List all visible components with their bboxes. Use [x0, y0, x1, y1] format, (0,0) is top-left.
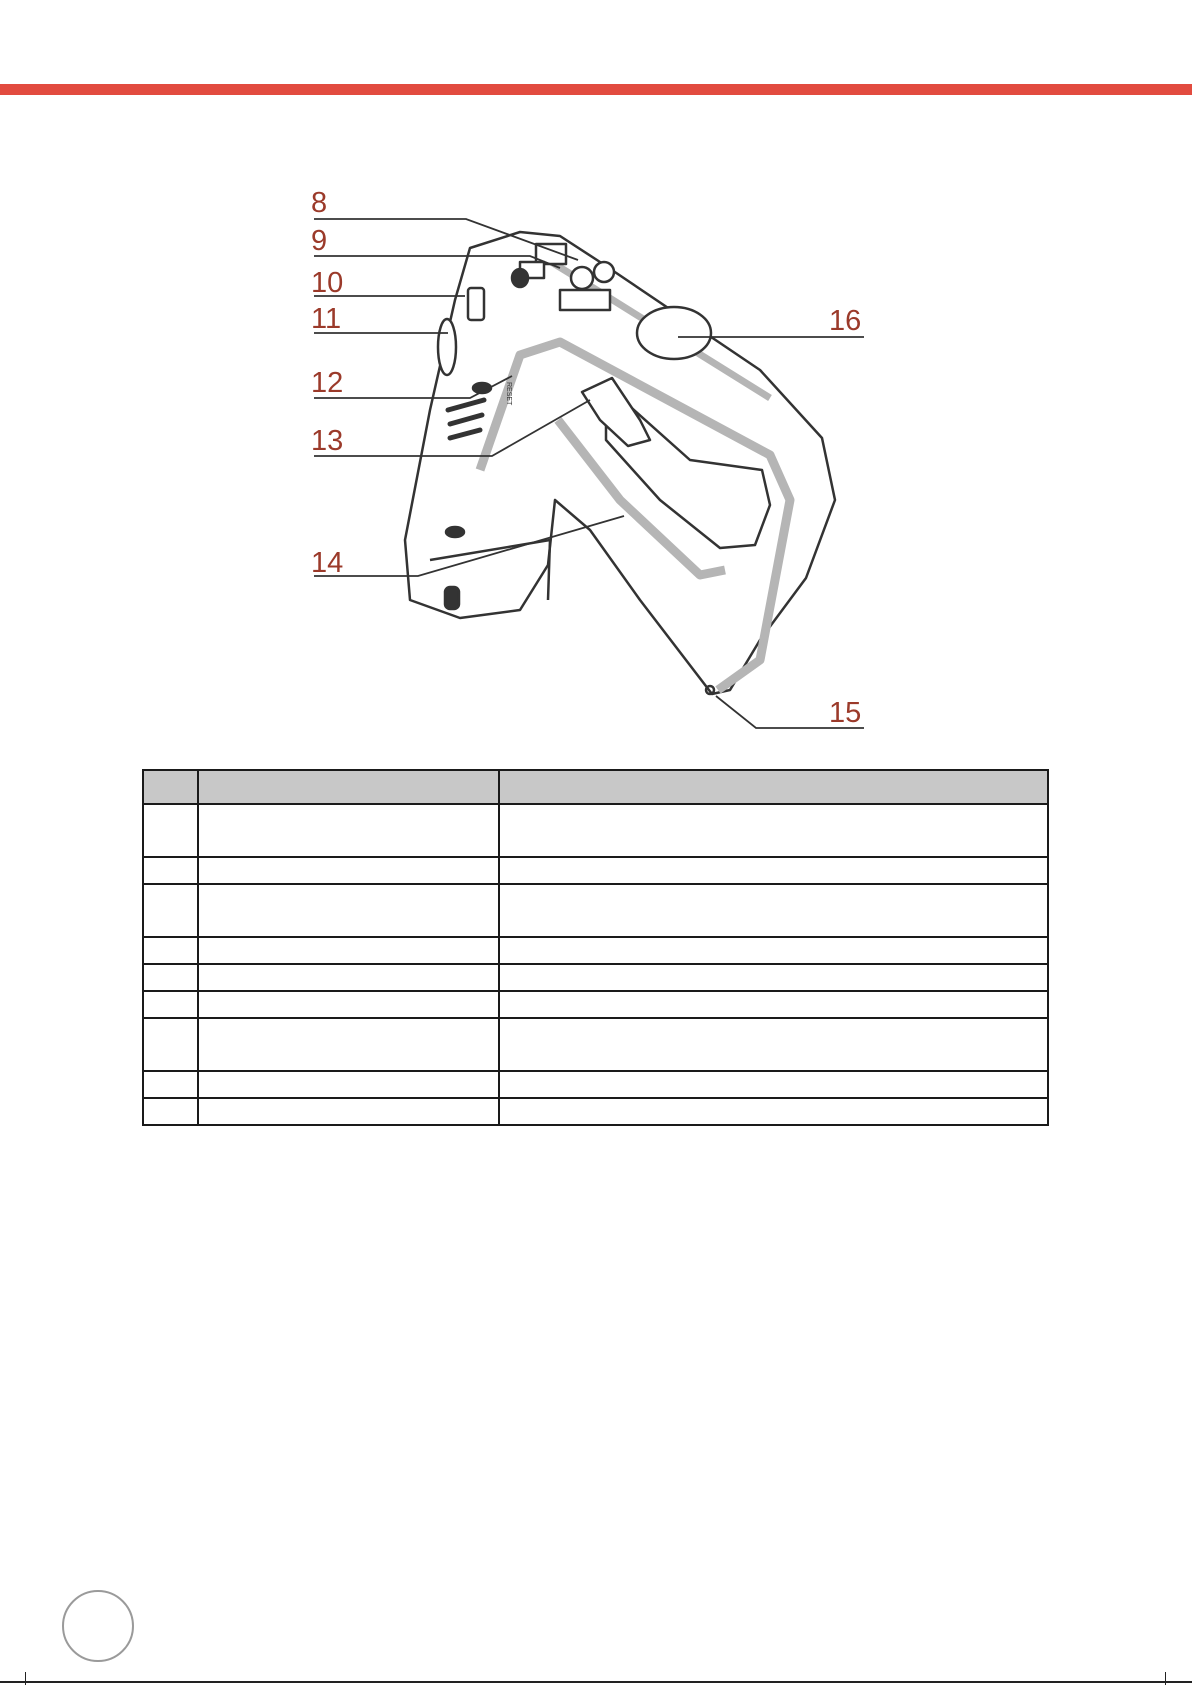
page-number-circle [62, 1590, 134, 1662]
callout-9: 9 [311, 225, 328, 257]
footer-rule [0, 1681, 1192, 1683]
cell-description [499, 1071, 1048, 1098]
cell-description [499, 964, 1048, 991]
parts-table [142, 769, 1049, 1126]
cell-description [499, 804, 1048, 857]
cell-description [499, 1018, 1048, 1071]
crop-mark-left [25, 1672, 26, 1685]
cell-name [198, 1018, 499, 1071]
header-name [198, 770, 499, 804]
table-row [143, 964, 1048, 991]
cell-description [499, 1098, 1048, 1125]
table-row [143, 1071, 1048, 1098]
cell-name [198, 804, 499, 857]
cell-description [499, 884, 1048, 937]
cell-description [499, 991, 1048, 1018]
cell-number [143, 857, 198, 884]
cell-name [198, 857, 499, 884]
callout-12: 12 [311, 367, 344, 399]
reset-label: RESET [505, 382, 512, 406]
cell-number [143, 1018, 198, 1071]
cell-number [143, 937, 198, 964]
cell-number [143, 1071, 198, 1098]
table-row [143, 884, 1048, 937]
crop-mark-right [1165, 1672, 1166, 1685]
cell-number [143, 964, 198, 991]
device-figure [290, 180, 870, 740]
table-row [143, 804, 1048, 857]
cell-number [143, 884, 198, 937]
header-description [499, 770, 1048, 804]
table-row [143, 937, 1048, 964]
cell-name [198, 991, 499, 1018]
callout-13: 13 [311, 425, 344, 457]
cell-number [143, 1098, 198, 1125]
table-header-row [143, 770, 1048, 804]
cell-name [198, 1098, 499, 1125]
cell-name [198, 884, 499, 937]
callout-16: 16 [829, 305, 862, 337]
table-row [143, 1018, 1048, 1071]
header-red-rule [0, 84, 1192, 95]
callout-14: 14 [311, 547, 344, 579]
device-illustration [405, 232, 835, 694]
table-row [143, 857, 1048, 884]
table-row [143, 991, 1048, 1018]
callout-15: 15 [829, 697, 862, 729]
callout-11: 11 [311, 303, 342, 335]
header-number [143, 770, 198, 804]
callout-10: 10 [311, 267, 344, 299]
cell-number [143, 804, 198, 857]
cell-name [198, 964, 499, 991]
cell-description [499, 857, 1048, 884]
cell-name [198, 1071, 499, 1098]
cell-number [143, 991, 198, 1018]
table-row [143, 1098, 1048, 1125]
cell-description [499, 937, 1048, 964]
callout-8: 8 [311, 187, 328, 219]
cell-name [198, 937, 499, 964]
